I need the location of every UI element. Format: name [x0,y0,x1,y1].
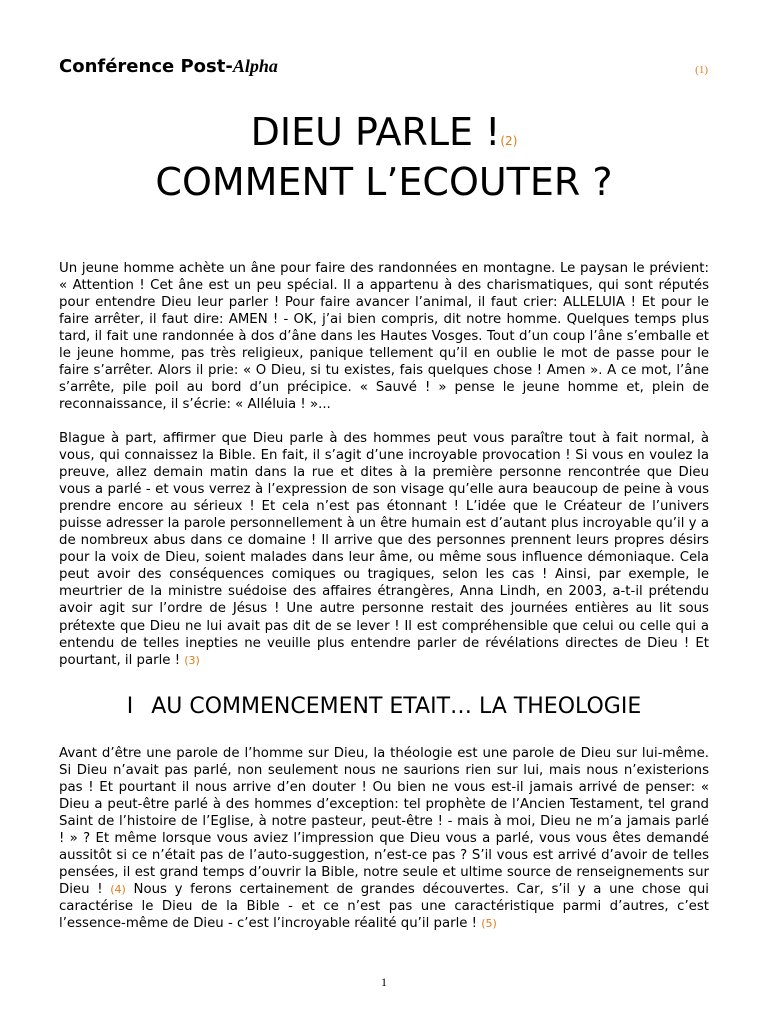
section-paragraph-text-b: Nous y ferons certainement de grandes découvertes. Car, s’il y a une chose qui caractérise le Dieu de la Bible - et ce n’est pas une caractéristique parmi d’autres, c’est l’essence-même de Dieu - c’est l’incroyable réalité qu’il parle ! [59,882,709,932]
section-paragraph [59,745,709,933]
footnote-ref-1[interactable]: (1) [695,64,708,76]
footnote-ref-3[interactable]: (3) [184,653,200,667]
section-title: AU COMMENCEMENT ETAIT… LA THEOLOGIE [151,694,642,719]
conference-title-text: Conférence Post- [59,56,233,77]
page-header [59,56,709,80]
paragraph-1: Un jeune homme achète un âne pour faire des randonnées en montagne. Le paysan le prévient: « Attention ! Cet âne est un peu spécial. Il a appartenu à des charismatiques, qui sont réputés pour entendre Dieu leur parler ! Pour faire avancer l’animal, il faut crier: ALLELUIA ! Et pour le faire arrêter, il faut dire: AMEN ! - OK, j’ai bien compris, dit notre homme. Quelques temps plus tard, il fait une randonnée à dos d’âne dans les Hautes Vosges. Tout d’un coup l’âne s’emballe et le jeune homme, pas très religieux, panique tellement qu’il en oublie le mot de passe pour le faire s’arrêter. Alors il prie: « O Dieu, si tu existes, fais quelques chose ! Amen ». A ce mot, l’âne s’arrête, pile poil au bord d’un précipice. « Sauvé ! » pense le jeune homme et, plein de reconnaissance, il s’écrie: « Alléluia ! »... [59,261,709,413]
footnote-ref-4[interactable]: (4) [110,883,126,897]
conference-title [59,56,278,77]
page-number: 1 [381,975,387,989]
section-heading [0,693,768,721]
paragraph-2 [59,430,709,669]
footnote-ref-2[interactable]: (2) [500,134,518,148]
section-paragraph-text-a: Avant d’être une parole de l’homme sur Dieu, la théologie est une parole de Dieu sur lui-même. Si Dieu n’avait pas parlé, non seulement nous ne saurions rien sur lui, mais nous n’existerions pas ! Et pourtant il nous arrive d’en douter ! Ou bien ne vous est-il jamais arrivé de penser: « Dieu a peut-être parlé à des hommes d’exception: tel prophète de l’Ancien Testament, tel grand Saint de l’histoire de l’Eglise, à notre pasteur, peut-être ! - mais à moi, Dieu ne m’a jamais parlé ! » ? Et même lorsque vous aviez l’impression que Dieu vous a parlé, vous vous êtes demandé aussitôt si ce n’était pas de l’auto-suggestion, n’est-ce pas ? S’il vous est arrivé d’avoir de telles pensées, il est grand temps d’ouvrir la Bible, notre seule et ultime source de renseignements sur Dieu ! [59,746,709,898]
main-title-line-1 [0,110,768,163]
main-title-text-1: DIEU PARLE ! [250,110,501,154]
footnote-ref-5[interactable]: (5) [481,917,497,931]
conference-title-italic: Alpha [232,56,278,76]
section-number: I [126,694,134,719]
main-title-line-2: COMMENT L’ECOUTER ? [155,160,613,204]
paragraph-2-text: Blague à part, affirmer que Dieu parle à des hommes peut vous paraître tout à fait normal, à vous, qui connaissez la Bible. En fait, il s’agit d’une incroyable provocation ! Si vous en voulez la preuve, allez demain matin dans la rue et dites à la première personne rencontrée que Dieu vous a parlé - et vous verrez à l’expression de son visage qu’elle aura beaucoup de peine à vous prendre encore au sérieux ! Et cela n’est pas étonnant ! L’idée que le Créateur de l’univers puisse adresser la parole personnellement à un être humain est d’autant plus incroyable qu’il y a de nombreux abus dans ce domaine ! Il arrive que des personnes prennent leurs propres désirs pour la voix de Dieu, soient malades dans leur âme, ou même sous influence démoniaque. Cela peut avoir des conséquences comiques ou tragiques, selon les cas ! Ainsi, par exemple, le meurtrier de la ministre suédoise des affaires étrangères, Anna Lindh, en 2003, a-t-il prétendu avoir agit sur l’ordre de Jésus ! Une autre personne restait des journées entières au lit sous prétexte que Dieu ne lui avait pas dit de se lever ! Il est compréhensible que celui ou celle qui a entendu de telles inepties ne veuille plus entendre parler de révélations directes de Dieu ! Et pourtant, il parle ! [59,431,709,668]
